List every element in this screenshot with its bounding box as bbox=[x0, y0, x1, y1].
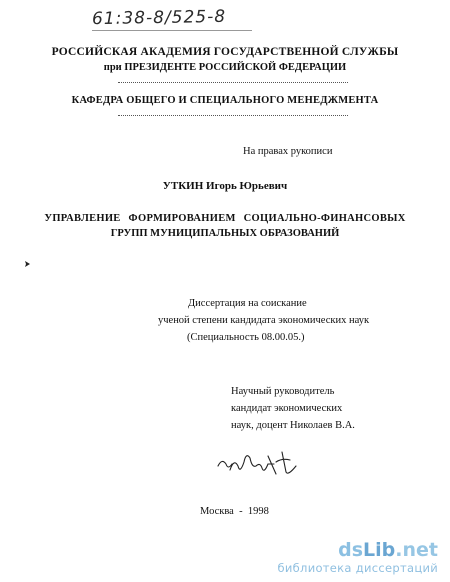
catalog-number-underline bbox=[92, 30, 252, 31]
city-and-year: Москва - 1998 bbox=[200, 506, 269, 517]
advisor-line-2: кандидат экономических bbox=[231, 403, 343, 414]
dissertation-line-1: Диссертация на соискание bbox=[188, 298, 307, 309]
logo-part-ds: ds bbox=[338, 539, 364, 561]
dotted-separator-top bbox=[118, 82, 348, 83]
author-name: УТКИН Игорь Юрьевич bbox=[162, 180, 288, 192]
institution-line-2: при ПРЕЗИДЕНТЕ РОССИЙСКОЙ ФЕДЕРАЦИИ bbox=[103, 62, 347, 73]
dotted-separator-bottom bbox=[118, 115, 348, 116]
logo-part-lib: Lib bbox=[363, 539, 396, 561]
dissertation-line-3: (Специальность 08.00.05.) bbox=[187, 332, 305, 343]
logo-part-net: .net bbox=[395, 539, 438, 561]
handwritten-signature bbox=[216, 444, 306, 480]
manuscript-note: На правах рукописи bbox=[243, 146, 333, 157]
handwritten-catalog-number: 61:38-8/525-8 bbox=[91, 6, 227, 30]
scan-speck-mark bbox=[24, 261, 30, 267]
dissertation-line-2: ученой степени кандидата экономических наук bbox=[158, 315, 370, 326]
dslib-watermark bbox=[277, 539, 438, 575]
institution-line-1: РОССИЙСКАЯ АКАДЕМИЯ ГОСУДАРСТВЕННОЙ СЛУЖБЫ bbox=[51, 46, 399, 58]
department-name: КАФЕДРА ОБЩЕГО И СПЕЦИАЛЬНОГО МЕНЕДЖМЕНТА bbox=[71, 95, 379, 106]
thesis-title-line-1: УПРАВЛЕНИЕ ФОРМИРОВАНИЕМ СОЦИАЛЬНО-ФИНАНСОВЫХ bbox=[44, 213, 406, 224]
advisor-line-1: Научный руководитель bbox=[231, 386, 335, 397]
advisor-line-3: наук, доцент Николаев В.А. bbox=[231, 420, 355, 431]
dslib-logo bbox=[277, 539, 438, 561]
thesis-title-line-2: ГРУПП МУНИЦИПАЛЬНЫХ ОБРАЗОВАНИЙ bbox=[110, 228, 340, 239]
watermark-subtitle: библиотека диссертаций bbox=[277, 561, 438, 575]
